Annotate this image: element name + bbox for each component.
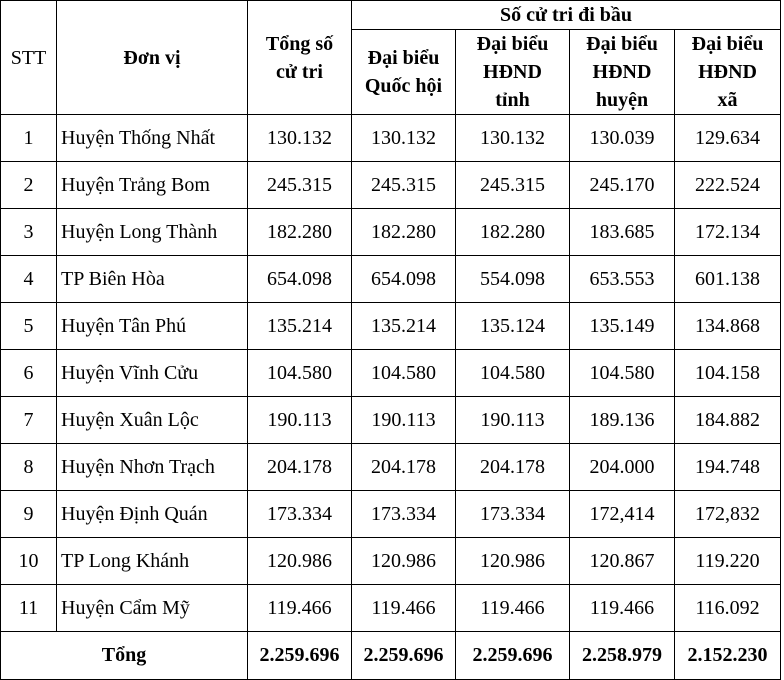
- cell-stt: 8: [1, 444, 57, 491]
- header-col-line2: HĐND: [698, 61, 757, 83]
- cell-quoc-hoi: 135.214: [352, 303, 456, 350]
- cell-total-voters: 190.113: [248, 397, 352, 444]
- cell-quoc-hoi: 173.334: [352, 491, 456, 538]
- cell-hdnd-tinh: 554.098: [456, 256, 570, 303]
- totals-quoc-hoi: 2.259.696: [352, 632, 456, 680]
- cell-stt: 6: [1, 350, 57, 397]
- cell-hdnd-huyen: 120.867: [570, 538, 675, 585]
- cell-hdnd-huyen: 172,414: [570, 491, 675, 538]
- header-col-line1: Đại biểu: [476, 33, 549, 55]
- cell-total-voters: 245.315: [248, 162, 352, 209]
- cell-quoc-hoi: 130.132: [352, 115, 456, 162]
- cell-stt: 3: [1, 209, 57, 256]
- cell-hdnd-xa: 116.092: [675, 585, 781, 632]
- header-total-voters-line1: Tổng số: [265, 32, 334, 55]
- cell-hdnd-huyen: 130.039: [570, 115, 675, 162]
- header-col-line1: Đại biểu: [367, 47, 440, 69]
- table-row: [1, 491, 781, 538]
- cell-quoc-hoi: 104.580: [352, 350, 456, 397]
- cell-stt: 9: [1, 491, 57, 538]
- cell-hdnd-tinh: 120.986: [456, 538, 570, 585]
- cell-unit: Huyện Thống Nhất: [57, 115, 248, 162]
- cell-total-voters: 104.580: [248, 350, 352, 397]
- table-row: [1, 350, 781, 397]
- table-row: [1, 397, 781, 444]
- cell-total-voters: 173.334: [248, 491, 352, 538]
- cell-unit: Huyện Định Quán: [57, 491, 248, 538]
- cell-stt: 4: [1, 256, 57, 303]
- cell-hdnd-xa: 104.158: [675, 350, 781, 397]
- cell-unit: Huyện Nhơn Trạch: [57, 444, 248, 491]
- table-row: [1, 444, 781, 491]
- cell-hdnd-tinh: 245.315: [456, 162, 570, 209]
- cell-stt: 1: [1, 115, 57, 162]
- cell-total-voters: 654.098: [248, 256, 352, 303]
- cell-hdnd-tinh: 130.132: [456, 115, 570, 162]
- cell-hdnd-tinh: 135.124: [456, 303, 570, 350]
- cell-hdnd-xa: 184.882: [675, 397, 781, 444]
- cell-unit: Huyện Trảng Bom: [57, 162, 248, 209]
- cell-hdnd-tinh: 182.280: [456, 209, 570, 256]
- cell-hdnd-huyen: 653.553: [570, 256, 675, 303]
- cell-hdnd-huyen: 135.149: [570, 303, 675, 350]
- cell-hdnd-huyen: 204.000: [570, 444, 675, 491]
- cell-unit: TP Long Khánh: [57, 538, 248, 585]
- header-total-voters-line2: cử tri: [276, 60, 323, 83]
- totals-label: Tổng: [1, 632, 248, 680]
- header-stt: STT: [1, 1, 57, 115]
- header-col-line1: Đại biểu: [691, 33, 764, 55]
- table-row: [1, 115, 781, 162]
- cell-quoc-hoi: 245.315: [352, 162, 456, 209]
- cell-total-voters: 204.178: [248, 444, 352, 491]
- cell-stt: 5: [1, 303, 57, 350]
- cell-unit: Huyện Vĩnh Cửu: [57, 350, 248, 397]
- header-unit: Đơn vị: [57, 1, 248, 115]
- header-col-hdnd-xa: [675, 30, 781, 115]
- cell-total-voters: 135.214: [248, 303, 352, 350]
- cell-hdnd-xa: 194.748: [675, 444, 781, 491]
- cell-quoc-hoi: 182.280: [352, 209, 456, 256]
- cell-total-voters: 130.132: [248, 115, 352, 162]
- totals-total-voters: 2.259.696: [248, 632, 352, 680]
- totals-hdnd-xa: 2.152.230: [675, 632, 781, 680]
- header-col-line2: HĐND: [483, 61, 542, 83]
- cell-hdnd-xa: 222.524: [675, 162, 781, 209]
- table-row: [1, 303, 781, 350]
- cell-stt: 11: [1, 585, 57, 632]
- cell-hdnd-tinh: 104.580: [456, 350, 570, 397]
- cell-unit: Huyện Long Thành: [57, 209, 248, 256]
- header-voters-group: Số cử tri đi bầu: [352, 1, 781, 30]
- cell-hdnd-huyen: 104.580: [570, 350, 675, 397]
- totals-hdnd-tinh: 2.259.696: [456, 632, 570, 680]
- header-total-voters: [248, 1, 352, 115]
- totals-row: [1, 632, 781, 680]
- table-row: [1, 256, 781, 303]
- cell-quoc-hoi: 190.113: [352, 397, 456, 444]
- cell-quoc-hoi: 204.178: [352, 444, 456, 491]
- header-col-line3: xã: [717, 89, 738, 111]
- totals-hdnd-huyen: 2.258.979: [570, 632, 675, 680]
- cell-hdnd-tinh: 204.178: [456, 444, 570, 491]
- cell-quoc-hoi: 119.466: [352, 585, 456, 632]
- cell-hdnd-huyen: 183.685: [570, 209, 675, 256]
- cell-hdnd-huyen: 245.170: [570, 162, 675, 209]
- cell-hdnd-xa: 119.220: [675, 538, 781, 585]
- cell-stt: 10: [1, 538, 57, 585]
- cell-unit: Huyện Tân Phú: [57, 303, 248, 350]
- cell-quoc-hoi: 120.986: [352, 538, 456, 585]
- header-col-line2: HĐND: [592, 61, 652, 83]
- cell-total-voters: 182.280: [248, 209, 352, 256]
- table-row: [1, 162, 781, 209]
- cell-total-voters: 119.466: [248, 585, 352, 632]
- cell-hdnd-xa: 601.138: [675, 256, 781, 303]
- cell-hdnd-xa: 172.134: [675, 209, 781, 256]
- header-col-line3: tỉnh: [495, 89, 530, 111]
- table-row: [1, 538, 781, 585]
- cell-hdnd-xa: 134.868: [675, 303, 781, 350]
- table-row: [1, 585, 781, 632]
- header-col-line2: Quốc hội: [364, 75, 443, 97]
- cell-hdnd-huyen: 119.466: [570, 585, 675, 632]
- cell-hdnd-xa: 172,832: [675, 491, 781, 538]
- cell-unit: Huyện Xuân Lộc: [57, 397, 248, 444]
- cell-quoc-hoi: 654.098: [352, 256, 456, 303]
- header-col-line1: Đại biểu: [586, 33, 658, 55]
- cell-hdnd-tinh: 119.466: [456, 585, 570, 632]
- header-col-line3: huyện: [595, 89, 649, 111]
- cell-stt: 2: [1, 162, 57, 209]
- cell-unit: TP Biên Hòa: [57, 256, 248, 303]
- cell-total-voters: 120.986: [248, 538, 352, 585]
- table-row: [1, 209, 781, 256]
- cell-hdnd-tinh: 173.334: [456, 491, 570, 538]
- cell-hdnd-tinh: 190.113: [456, 397, 570, 444]
- cell-unit: Huyện Cẩm Mỹ: [57, 585, 248, 632]
- header-col-hdnd-tinh: [456, 30, 570, 115]
- header-col-hdnd-huyen: [570, 30, 675, 115]
- cell-stt: 7: [1, 397, 57, 444]
- cell-hdnd-huyen: 189.136: [570, 397, 675, 444]
- cell-hdnd-xa: 129.634: [675, 115, 781, 162]
- header-col-quoc-hoi: [352, 30, 456, 115]
